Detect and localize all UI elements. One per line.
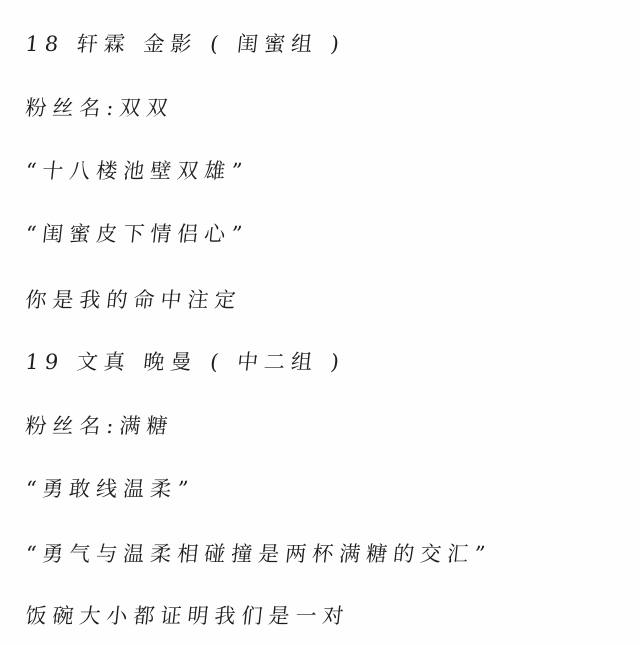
group-18-tagline: 你是我的命中注定 [24, 288, 243, 312]
group-19-tagline: 饭碗大小都证明我们是一对 [24, 604, 351, 628]
group-19-title: 19 文真 晚曼 ( 中二组 ) [24, 350, 347, 374]
group-19-quote-2: “勇气与温柔相碰撞是两杯满糖的交汇” [24, 542, 493, 566]
group-19-fan-name: 粉丝名:满糖 [24, 414, 175, 438]
group-18-title: 18 轩霖 金影 ( 闺蜜组 ) [24, 32, 347, 56]
group-18-quote-1: “十八楼池壁双雄” [24, 159, 250, 183]
group-19-quote-1: “勇敢线温柔” [24, 477, 196, 501]
group-18-quote-2: “闺蜜皮下情侣心” [24, 222, 250, 246]
group-18-fan-name: 粉丝名:双双 [24, 96, 175, 120]
